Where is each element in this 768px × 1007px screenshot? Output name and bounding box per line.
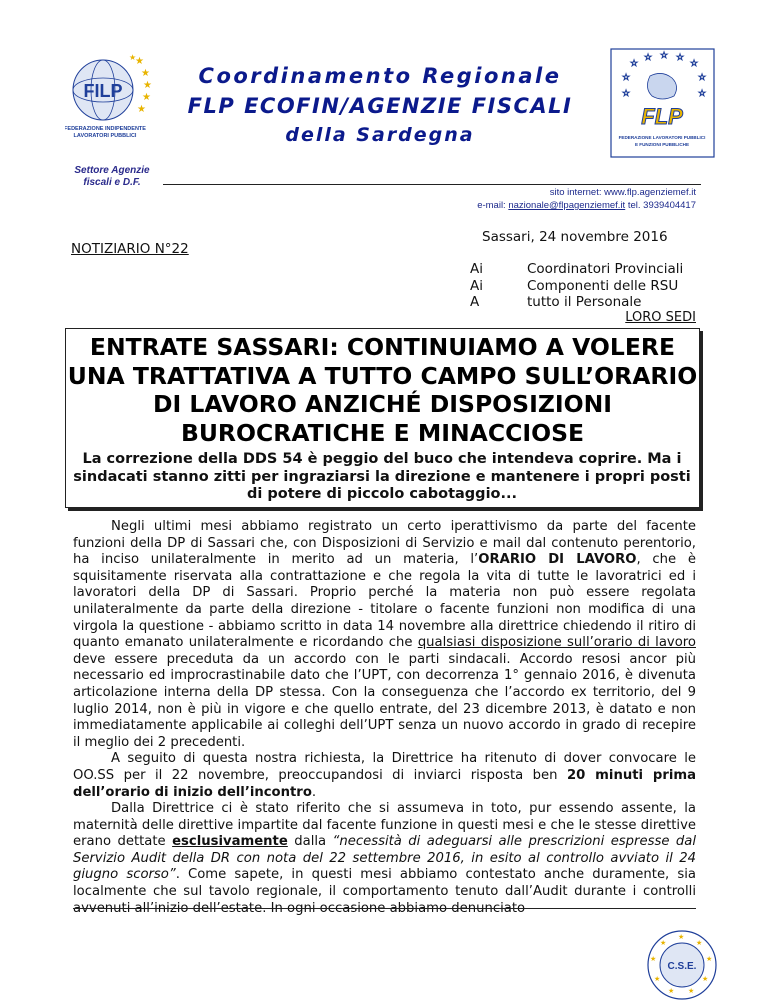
footer-divider — [73, 908, 696, 909]
svg-text:☆: ☆ — [644, 53, 653, 63]
svg-text:★: ★ — [696, 939, 703, 947]
svg-text:★: ★ — [702, 975, 709, 983]
svg-text:★: ★ — [668, 987, 675, 995]
settore-label: Settore Agenzie fiscali e D.F. — [74, 165, 150, 188]
email-prefix: e-mail: — [477, 200, 506, 211]
recipient-row: Ai Componenti delle RSU — [470, 277, 679, 294]
svg-text:★: ★ — [660, 939, 667, 947]
loro-sedi: LORO SEDI — [625, 310, 696, 325]
flp-logo — [610, 48, 715, 158]
filp-logo — [65, 50, 160, 145]
filp-caption-2: LAVORATORI PUBBLICI — [73, 133, 137, 139]
svg-text:★: ★ — [654, 975, 661, 983]
svg-text:☆: ☆ — [630, 59, 639, 69]
notiziario-number: NOTIZIARIO N°22 — [71, 241, 189, 257]
title-line-2: FLP ECOFIN/AGENZIE FISCALI — [187, 94, 573, 118]
cse-logo — [644, 927, 720, 1003]
svg-text:★: ★ — [650, 955, 657, 963]
email-line — [477, 200, 696, 211]
svg-text:★: ★ — [141, 68, 150, 79]
recipient-row: Ai Coordinatori Provinciali — [470, 261, 684, 277]
headline-subtitle: La correzione della DDS 54 è peggio del buco che intendeva coprire. Ma i sindacati stanno zitti per ingraziarsi la direzione e mantenere i propri posti di potere di piccolo cabotaggio... — [73, 451, 691, 502]
filp-caption-1: FEDERAZIONE INDIPENDENTE — [65, 126, 146, 132]
svg-text:☆: ☆ — [698, 73, 707, 83]
svg-text:★: ★ — [135, 56, 144, 67]
tel: tel. 3939404417 — [627, 200, 696, 211]
svg-text:☆: ☆ — [622, 73, 631, 83]
recipients — [470, 261, 683, 311]
title-line-3: della Sardegna — [285, 124, 475, 146]
svg-text:★: ★ — [143, 80, 152, 91]
email-link[interactable]: nazionale@flpagenziemef.it — [508, 200, 626, 211]
flp-logo-text: FLP — [641, 104, 683, 129]
date: Sassari, 24 novembre 2016 — [482, 229, 668, 245]
paragraph-2: A seguito di questa nostra richiesta, la Direttrice ha ritenuto di dover convocare le OO.SS per il 22 novembre, preoccupandosi di inviarci risposta ben 20 minuti prima dell’orario di inizio dell’incontro. — [73, 751, 696, 800]
svg-text:★: ★ — [706, 955, 713, 963]
svg-text:★: ★ — [129, 53, 137, 62]
filp-logo-text: FILP — [83, 81, 123, 101]
paragraph-3: Dalla Direttrice ci è stato riferito che si assumeva in toto, pur essendo assente, la maternità delle direttive impartite dal facente funzione in questi mesi e che le stesse direttive erano dettate esclusivamente dalla “necessità di adeguarsi alle prescrizioni espresse dal Servizio Audit della DR con nota del 22 settembre 2016, in esito al controllo avviato il 24 giugno scorso”. Come sapete, in questi mesi abbiamo contestato anche duramente, sia localmente che sul tavolo regionale, il comportamento tenuto dall’Audit durante i controlli avvenuti all’inizio dell’estate. In ogni occasione abbiamo denunciato — [73, 801, 696, 916]
svg-text:☆: ☆ — [690, 59, 699, 69]
svg-text:☆: ☆ — [676, 53, 685, 63]
svg-text:☆: ☆ — [660, 51, 669, 61]
flp-caption-1: FEDERAZIONE LAVORATORI PUBBLICI — [618, 135, 706, 140]
article-body — [73, 519, 696, 917]
title-line-1: Coordinamento Regionale — [198, 64, 562, 88]
headline-title: ENTRATE SASSARI: CONTINUIAMO A VOLERE UNA TRATTATIVA A TUTTO CAMPO SULL’ORARIO DI LAVORO ANZICHÉ DISPOSIZIONI BUROCRATICHE E MINACCIOSE — [67, 333, 698, 447]
svg-text:☆: ☆ — [698, 89, 707, 99]
recipient-row: A tutto il Personale — [470, 294, 642, 310]
svg-text:★: ★ — [678, 933, 685, 941]
svg-text:★: ★ — [688, 987, 695, 995]
svg-text:★: ★ — [137, 104, 146, 115]
cse-logo-text: C.S.E. — [667, 961, 697, 972]
header-divider — [163, 184, 701, 185]
svg-text:☆: ☆ — [622, 89, 631, 99]
site-line: sito internet: www.flp.agenziemef.it — [549, 187, 696, 198]
svg-text:★: ★ — [142, 92, 151, 103]
flp-caption-2: E FUNZIONI PUBBLICHE — [634, 142, 690, 147]
paragraph-1: Negli ultimi mesi abbiamo registrato un certo iperattivismo da parte del facente funzioni della DP di Sassari che, con Disposizioni di Servizio e mail dal contenuto perentorio, ha inciso unilateralmente in merito ad un materia, l’ORARIO DI LAVORO, che è squisitamente riservata alla contrattazione e che regola la vita di tutte le lavoratrici ed i lavoratori della DP di Sassari. Proprio perché la materia non può essere regolata unilateralmente da parte della direzione - titolare o facente funzioni non modifica di una virgola la questione - abbiamo scritto in data 14 novembre alla direttrice chiedendo il ritiro di quanto emanato unilateralmente e ricordando che qualsiasi disposizione sull’orario di lavoro deve essere preceduta da un accordo con le parti sindacali. Accordo resosi ancor più necessario ed improcrastinabile dato che l’UPT, con decorrenza 1° gennaio 2016, è divenuta articolazione interna della DP stessa. Con la conseguenza che l’accordo ex territorio, del 9 luglio 2014, non è più in vigore e che quello entrate, del 23 dicembre 2013, è datato e non immediatamente applicabile ai colleghi dell’UPT senza un nuovo accordo in grado di recepire il meglio dei 2 precedenti. — [73, 519, 696, 750]
